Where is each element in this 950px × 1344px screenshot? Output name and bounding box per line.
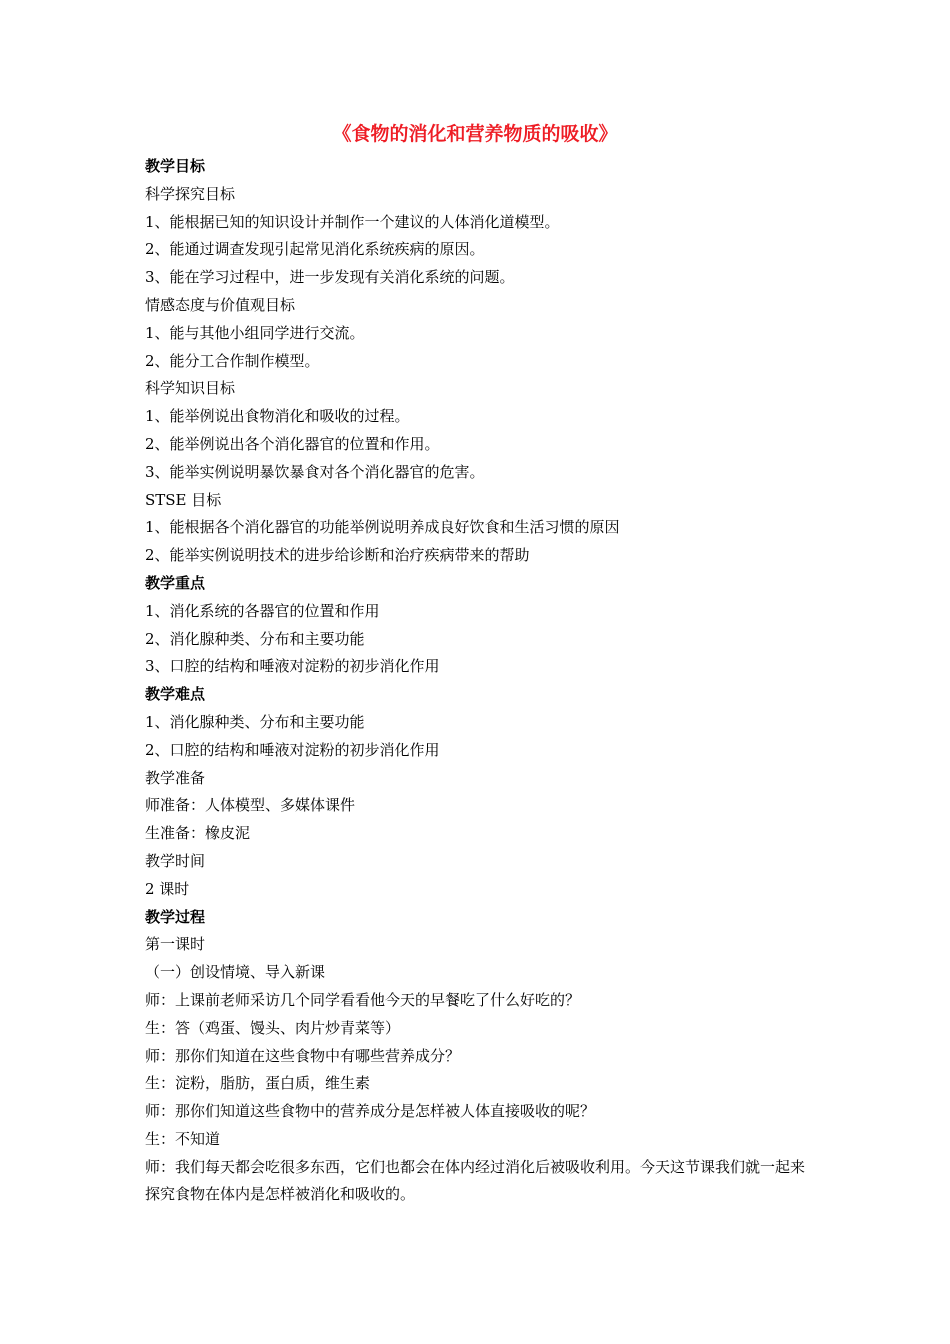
- text-line: 师：那你们知道这些食物中的营养成分是怎样被人体直接吸收的呢？: [145, 1102, 596, 1121]
- text-line: 科学知识目标: [145, 379, 236, 398]
- text-line: 1、能根据已知的知识设计并制作一个建议的人体消化道模型。: [145, 212, 560, 231]
- text-line: 1、消化系统的各器官的位置和作用: [145, 601, 380, 620]
- text-line: STSE 目标: [145, 490, 222, 509]
- text-line: 科学探究目标: [145, 184, 236, 203]
- text-line: 2 课时: [145, 879, 190, 898]
- text-line: 1、消化腺种类、分布和主要功能: [145, 712, 365, 731]
- document-title: 《食物的消化和营养物质的吸收》: [332, 123, 618, 145]
- text-line: 2、消化腺种类、分布和主要功能: [145, 629, 365, 648]
- section-heading: 教学重点: [145, 573, 206, 592]
- text-line: 3、能在学习过程中，进一步发现有关消化系统的问题。: [145, 268, 515, 287]
- text-line: （一）创设情境、导入新课: [145, 963, 326, 982]
- text-line: 生：不知道: [145, 1129, 221, 1148]
- text-line: 3、能举实例说明暴饮暴食对各个消化器官的危害。: [145, 462, 485, 481]
- text-line: 师：上课前老师采访几个同学看看他今天的早餐吃了什么好吃的？: [145, 990, 581, 1009]
- closing-paragraph: 师：我们每天都会吃很多东西，它们也都会在体内经过消化后被吸收利用。今天这节课我们就一起来探究食物在体内是怎样被消化和吸收的。: [145, 1157, 806, 1204]
- text-line: 2、能举例说出各个消化器官的位置和作用。: [145, 434, 440, 453]
- section-heading: 教学难点: [145, 685, 206, 704]
- text-line: 1、能根据各个消化器官的功能举例说明养成良好饮食和生活习惯的原因: [145, 518, 620, 537]
- document-body: [145, 153, 813, 1209]
- text-line: 师准备：人体模型、多媒体课件: [145, 796, 356, 815]
- text-line: 生：答（鸡蛋、馒头、肉片炒青菜等）: [145, 1018, 401, 1037]
- text-line: 2、能通过调查发现引起常见消化系统疾病的原因。: [145, 240, 485, 259]
- text-line: 2、能分工合作制作模型。: [145, 351, 320, 370]
- text-line: 师：那你们知道在这些食物中有哪些营养成分？: [145, 1046, 461, 1065]
- text-line: 生准备：橡皮泥: [145, 824, 251, 843]
- section-heading: 教学目标: [145, 157, 206, 175]
- text-line: 2、口腔的结构和唾液对淀粉的初步消化作用: [145, 740, 440, 759]
- text-line: 情感态度与价值观目标: [145, 295, 296, 314]
- text-line: 生：淀粉，脂肪，蛋白质，维生素: [145, 1074, 371, 1093]
- text-line: 教学准备: [145, 768, 206, 787]
- text-line: 2、能举实例说明技术的进步给诊断和治疗疾病带来的帮助: [145, 546, 530, 565]
- text-line: 教学时间: [145, 851, 206, 870]
- text-line: 1、能与其他小组同学进行交流。: [145, 323, 365, 342]
- text-line: 第一课时: [145, 935, 206, 954]
- text-line: 3、口腔的结构和唾液对淀粉的初步消化作用: [145, 657, 440, 676]
- section-heading: 教学过程: [145, 907, 206, 926]
- text-line: 1、能举例说出食物消化和吸收的过程。: [145, 407, 410, 426]
